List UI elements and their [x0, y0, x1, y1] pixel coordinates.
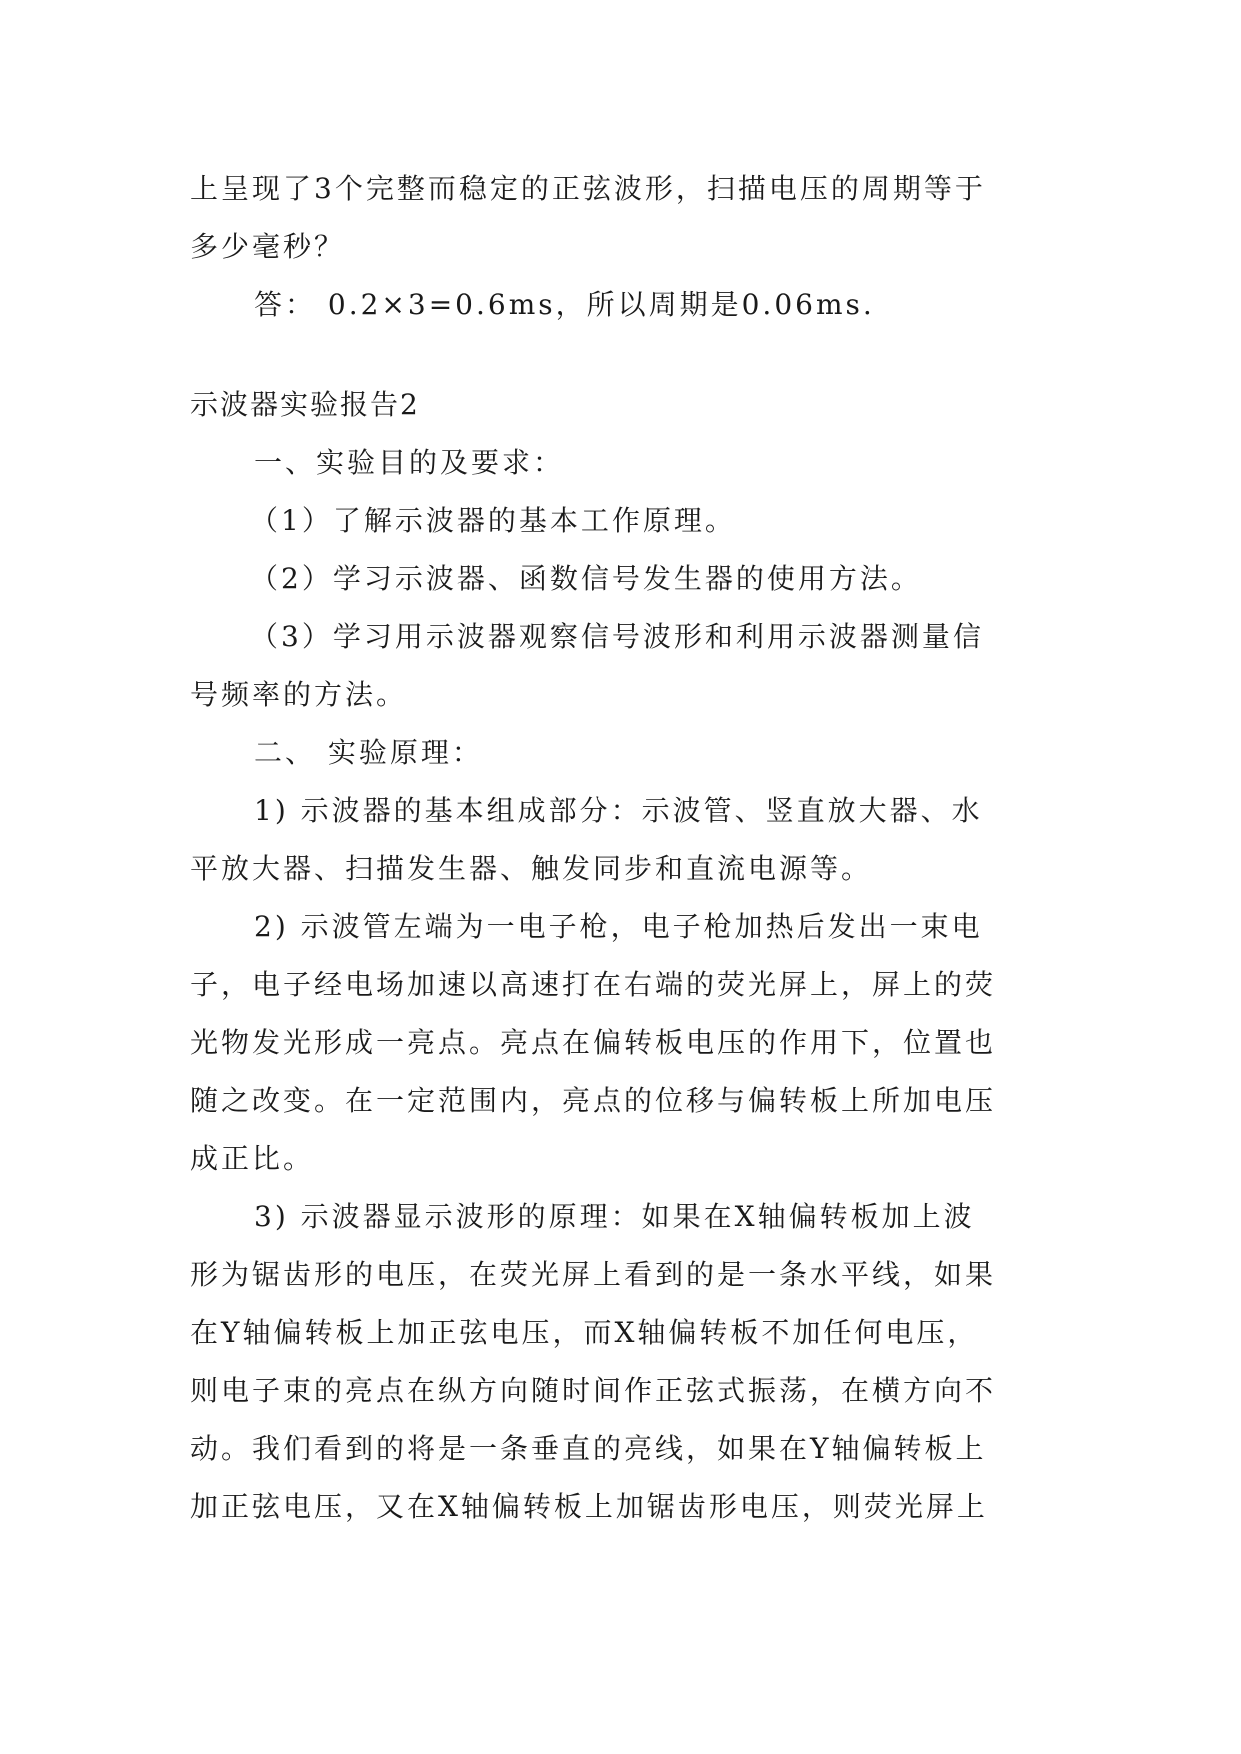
- answer-line: 答： 0.2×3=0.6ms，所以周期是0.06ms.: [254, 288, 875, 321]
- paragraph-line: 2) 示波管左端为一电子枪，电子枪加热后发出一束电: [254, 910, 983, 943]
- paragraph-line: 多少毫秒？: [190, 230, 346, 263]
- paragraph-line: 上呈现了3个完整而稳定的正弦波形，扫描电压的周期等于: [190, 172, 986, 205]
- paragraph-line: 号频率的方法。: [190, 678, 408, 711]
- section-title: 示波器实验报告2: [190, 388, 420, 421]
- heading-objectives: 一、实验目的及要求：: [254, 446, 565, 479]
- list-item: （3）学习用示波器观察信号波形和利用示波器测量信: [250, 620, 984, 653]
- section-gap: [190, 334, 1050, 376]
- paragraph-line: 加正弦电压，又在X轴偏转板上加锯齿形电压，则荧光屏上: [190, 1490, 988, 1523]
- document-body: [190, 160, 1050, 1536]
- paragraph-line: 形为锯齿形的电压，在荧光屏上看到的是一条水平线，如果: [190, 1258, 997, 1291]
- paragraph-line: 1) 示波器的基本组成部分：示波管、竖直放大器、水: [254, 794, 983, 827]
- paragraph-line: 子，电子经电场加速以高速打在右端的荧光屏上，屏上的荧: [190, 968, 997, 1001]
- list-item: （1）了解示波器的基本工作原理。: [250, 504, 736, 537]
- paragraph-line: 平放大器、扫描发生器、触发同步和直流电源等。: [190, 852, 873, 885]
- paragraph-line: 光物发光形成一亮点。亮点在偏转板电压的作用下，位置也: [190, 1026, 997, 1059]
- paragraph-line: 动。我们看到的将是一条垂直的亮线，如果在Y轴偏转板上: [190, 1432, 987, 1465]
- paragraph-line: 3) 示波器显示波形的原理：如果在X轴偏转板加上波: [254, 1200, 975, 1233]
- paragraph-line: 在Y轴偏转板上加正弦电压，而X轴偏转板不加任何电压，: [190, 1316, 979, 1349]
- paragraph-line: 成正比。: [190, 1142, 315, 1175]
- paragraph-line: 随之改变。在一定范围内，亮点的位移与偏转板上所加电压: [190, 1084, 997, 1117]
- list-item: （2）学习示波器、函数信号发生器的使用方法。: [250, 562, 922, 595]
- paragraph-line: 则电子束的亮点在纵方向随时间作正弦式振荡，在横方向不: [190, 1374, 997, 1407]
- heading-principle: 二、 实验原理：: [254, 736, 483, 769]
